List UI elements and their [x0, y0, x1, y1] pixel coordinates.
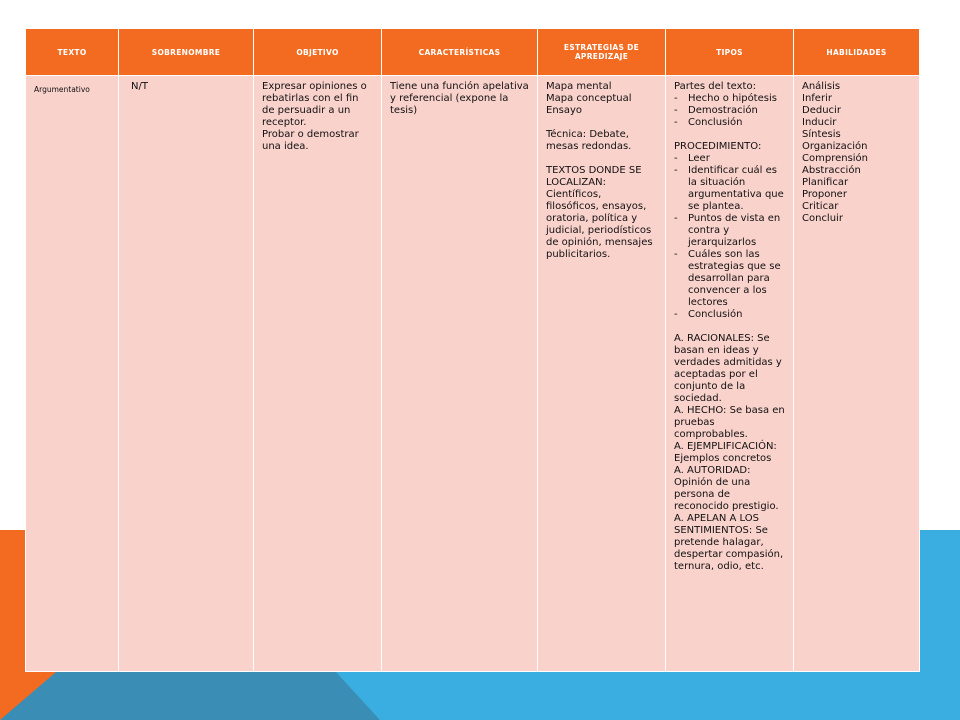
list-item: - Identificar cuál es la situación argumentativa que se plantea. — [674, 165, 785, 213]
tipos-partes-list — [674, 93, 785, 129]
header-estrategias: ESTRATEGIAS DE APREDIZAJE — [538, 29, 666, 76]
list-item: - Puntos de vista en contra y jerarquizarlos — [674, 213, 785, 249]
header-texto: TEXTO — [26, 29, 119, 76]
list-item: - Leer — [674, 153, 785, 165]
list-item: - Conclusión — [674, 309, 785, 321]
header-caracteristicas: CARACTERÍSTICAS — [382, 29, 538, 76]
table-row — [26, 76, 920, 672]
cell-tipos — [666, 76, 794, 672]
cell-sobrenombre: N/T — [119, 76, 254, 672]
cell-caracteristicas: Tiene una función apelativa y referencial (expone la tesis) — [382, 76, 538, 672]
tipos-clases: A. RACIONALES: Se basan en ideas y verdades admitidas y aceptadas por el conjunto de la sociedad. A. HECHO: Se basa en pruebas comprobables. A. EJEMPLIFICACIÓN: Ejemplos concretos A. AUTORIDAD: Opinión de una persona de reconocido prestigio. A. APELAN A LOS SENTIMIENTOS: Se pretende halagar, despertar compasión, ternura, odio, etc. — [674, 333, 785, 572]
estrategias-textos: TEXTOS DONDE SE LOCALIZAN: Científicos, filosóficos, ensayos, oratoria, política y judicial, periodísticos de opinión, mensajes publicitarios. — [546, 165, 653, 260]
header-objetivo: OBJETIVO — [254, 29, 382, 76]
cell-objetivo: Expresar opiniones o rebatirlas con el fin de persuadir a un receptor. Probar o demostrar una idea. — [254, 76, 382, 672]
list-item: - Conclusión — [674, 117, 785, 129]
header-row — [26, 29, 920, 76]
header-habilidades: HABILIDADES — [794, 29, 920, 76]
list-item: - Cuáles son las estrategias que se desarrollan para convencer a los lectores — [674, 249, 785, 309]
cell-texto: Argumentativo — [26, 76, 119, 672]
header-sobrenombre: SOBRENOMBRE — [119, 29, 254, 76]
header-tipos: TIPOS — [666, 29, 794, 76]
estrategias-tecnica: Técnica: Debate, mesas redondas. — [546, 129, 632, 152]
list-item: - Demostración — [674, 105, 785, 117]
argumentative-text-table — [25, 28, 920, 672]
tipos-proc-list — [674, 153, 785, 321]
tipos-proc-title: PROCEDIMIENTO: — [674, 141, 762, 152]
estrategias-list: Mapa mental Mapa conceptual Ensayo — [546, 81, 632, 116]
list-item: - Hecho o hipótesis — [674, 93, 785, 105]
cell-estrategias — [538, 76, 666, 672]
decor-dark-blue-band — [0, 672, 380, 720]
cell-habilidades: Análisis Inferir Deducir Inducir Síntesis Organización Comprensión Abstracción Planificar Proponer Criticar Concluir — [794, 76, 920, 672]
tipos-partes-title: Partes del texto: — [674, 81, 756, 92]
